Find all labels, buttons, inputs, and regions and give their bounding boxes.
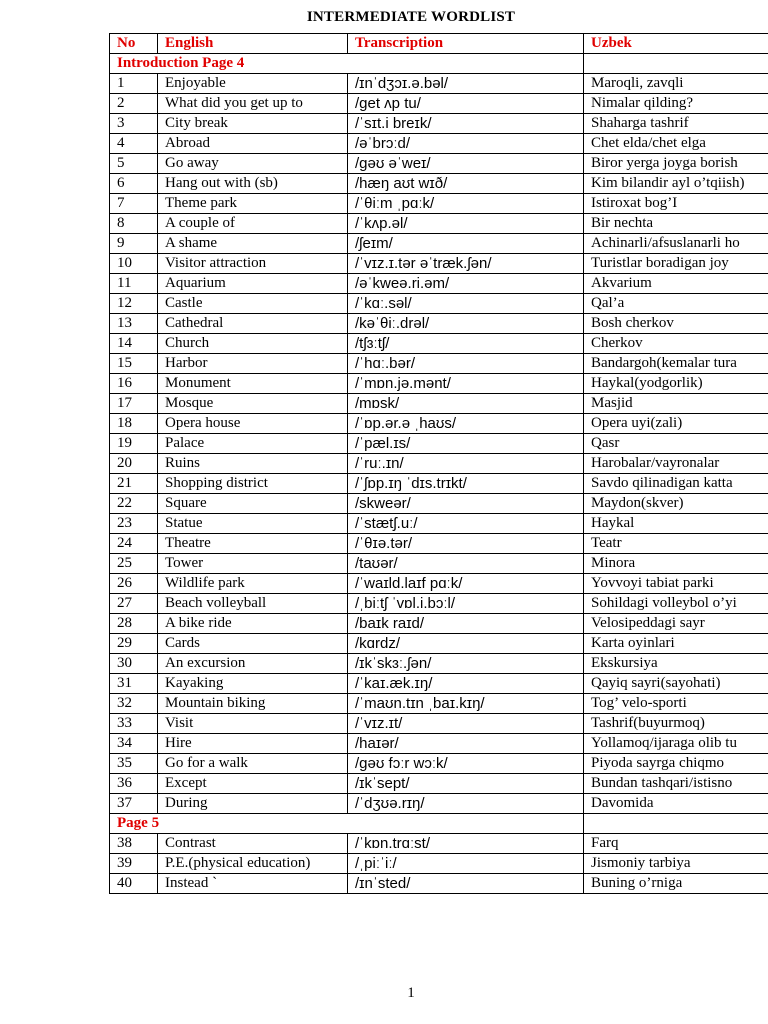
header-no: No [110, 34, 158, 54]
cell-english: Except [158, 774, 348, 794]
cell-transcription: /ˈvɪz.ɪ.tər əˈtræk.ʃən/ [348, 254, 584, 274]
cell-uzbek: Buning o’rniga [584, 874, 768, 894]
cell-transcription: /ˈɒp.ər.ə ˌhaʊs/ [348, 414, 584, 434]
cell-english: Cards [158, 634, 348, 654]
cell-transcription: /ˈdʒʊə.rɪŋ/ [348, 794, 584, 814]
section-label: Introduction Page 4 [110, 54, 584, 74]
table-row [110, 674, 768, 694]
cell-english: Mosque [158, 394, 348, 414]
cell-transcription: /ˌbiːtʃ ˈvɒl.i.bɔːl/ [348, 594, 584, 614]
cell-uzbek: Tog’ velo-sporti [584, 694, 768, 714]
cell-english: Theatre [158, 534, 348, 554]
cell-no: 4 [110, 134, 158, 154]
cell-english: Kayaking [158, 674, 348, 694]
page-number: 1 [407, 985, 415, 1001]
cell-english: Palace [158, 434, 348, 454]
cell-uzbek: Chet elda/chet elga [584, 134, 768, 154]
cell-english: Cathedral [158, 314, 348, 334]
cell-uzbek: Shaharga tashrif [584, 114, 768, 134]
cell-transcription: /ɪkˈskɜː.ʃən/ [348, 654, 584, 674]
cell-no: 33 [110, 714, 158, 734]
table-row [110, 134, 768, 154]
cell-transcription: /ˈkɑː.səl/ [348, 294, 584, 314]
cell-english: Enjoyable [158, 74, 348, 94]
cell-transcription: /ˈmaʊn.tɪn ˌbaɪ.kɪŋ/ [348, 694, 584, 714]
cell-english: Hang out with (sb) [158, 174, 348, 194]
cell-uzbek: Bundan tashqari/istisno [584, 774, 768, 794]
cell-transcription: /ˈsɪt.i breɪk/ [348, 114, 584, 134]
cell-uzbek: Savdo qilinadigan katta [584, 474, 768, 494]
table-row [110, 634, 768, 654]
cell-english: Mountain biking [158, 694, 348, 714]
cell-english: Theme park [158, 194, 348, 214]
cell-no: 10 [110, 254, 158, 274]
cell-transcription: /ˈpæl.ɪs/ [348, 434, 584, 454]
table-row [110, 174, 768, 194]
cell-english: Go for a walk [158, 754, 348, 774]
cell-no: 2 [110, 94, 158, 114]
section-row [110, 54, 768, 74]
cell-transcription: /kəˈθiː.drəl/ [348, 314, 584, 334]
cell-uzbek: Cherkov [584, 334, 768, 354]
cell-uzbek: Masjid [584, 394, 768, 414]
table-row [110, 154, 768, 174]
cell-english: Wildlife park [158, 574, 348, 594]
header-uzbek: Uzbek [584, 34, 768, 54]
cell-no: 9 [110, 234, 158, 254]
cell-no: 31 [110, 674, 158, 694]
cell-no: 28 [110, 614, 158, 634]
cell-english: Abroad [158, 134, 348, 154]
cell-transcription: /ˈstætʃ.uː/ [348, 514, 584, 534]
table-row [110, 854, 768, 874]
cell-english: During [158, 794, 348, 814]
section-empty-cell [584, 814, 768, 834]
cell-transcription: /ˈhɑː.bər/ [348, 354, 584, 374]
cell-uzbek: Kim bilandir ayl o’tqiish) [584, 174, 768, 194]
cell-transcription: /ˈvɪz.ɪt/ [348, 714, 584, 734]
cell-transcription: /ɪnˈdʒɔɪ.ə.bəl/ [348, 74, 584, 94]
cell-uzbek: Farq [584, 834, 768, 854]
cell-transcription: /baɪk raɪd/ [348, 614, 584, 634]
cell-english: Harbor [158, 354, 348, 374]
cell-english: Square [158, 494, 348, 514]
cell-no: 15 [110, 354, 158, 374]
cell-uzbek: Achinarli/afsuslanarli ho [584, 234, 768, 254]
table-row [110, 334, 768, 354]
cell-transcription: /ɡəʊ əˈweɪ/ [348, 154, 584, 174]
cell-transcription: /haɪər/ [348, 734, 584, 754]
cell-uzbek: Yollamoq/ijaraga olib tu [584, 734, 768, 754]
section-row [110, 814, 768, 834]
table-row [110, 514, 768, 534]
cell-uzbek: Istiroxat bog’I [584, 194, 768, 214]
cell-english: A bike ride [158, 614, 348, 634]
cell-uzbek: Haykal [584, 514, 768, 534]
cell-uzbek: Karta oyinlari [584, 634, 768, 654]
table-row [110, 794, 768, 814]
cell-no: 40 [110, 874, 158, 894]
cell-no: 25 [110, 554, 158, 574]
cell-english: A couple of [158, 214, 348, 234]
cell-english: Instead ` [158, 874, 348, 894]
wordlist-table [109, 33, 768, 894]
cell-no: 22 [110, 494, 158, 514]
cell-english: A shame [158, 234, 348, 254]
table-row [110, 254, 768, 274]
cell-no: 24 [110, 534, 158, 554]
header-english: English [158, 34, 348, 54]
cell-english: Shopping district [158, 474, 348, 494]
cell-transcription: /ˈʃɒp.ɪŋ ˈdɪs.trɪkt/ [348, 474, 584, 494]
cell-english: Opera house [158, 414, 348, 434]
cell-english: Aquarium [158, 274, 348, 294]
cell-transcription: /əˈbrɔːd/ [348, 134, 584, 154]
cell-no: 7 [110, 194, 158, 214]
cell-uzbek: Harobalar/vayronalar [584, 454, 768, 474]
table-row [110, 314, 768, 334]
cell-no: 14 [110, 334, 158, 354]
cell-no: 27 [110, 594, 158, 614]
table-row [110, 614, 768, 634]
cell-english: City break [158, 114, 348, 134]
table-row [110, 214, 768, 234]
cell-transcription: /əˈkweə.ri.əm/ [348, 274, 584, 294]
cell-uzbek: Qasr [584, 434, 768, 454]
table-row [110, 754, 768, 774]
cell-uzbek: Maroqli, zavqli [584, 74, 768, 94]
cell-transcription: /mɒsk/ [348, 394, 584, 414]
cell-transcription: /ˈθɪə.tər/ [348, 534, 584, 554]
cell-transcription: /kɑrdz/ [348, 634, 584, 654]
cell-no: 16 [110, 374, 158, 394]
section-label: Page 5 [110, 814, 584, 834]
cell-uzbek: Haykal(yodgorlik) [584, 374, 768, 394]
cell-no: 32 [110, 694, 158, 714]
cell-transcription: /ɡəʊ fɔːr wɔːk/ [348, 754, 584, 774]
cell-english: Contrast [158, 834, 348, 854]
cell-no: 20 [110, 454, 158, 474]
cell-transcription: /ɪkˈsept/ [348, 774, 584, 794]
cell-no: 11 [110, 274, 158, 294]
cell-no: 39 [110, 854, 158, 874]
cell-transcription: /ˈθiːm ˌpɑːk/ [348, 194, 584, 214]
cell-no: 1 [110, 74, 158, 94]
cell-no: 12 [110, 294, 158, 314]
cell-no: 26 [110, 574, 158, 594]
table-row [110, 494, 768, 514]
cell-no: 29 [110, 634, 158, 654]
cell-transcription: /skweər/ [348, 494, 584, 514]
cell-transcription: /ʃeɪm/ [348, 234, 584, 254]
cell-uzbek: Velosipeddagi sayr [584, 614, 768, 634]
cell-uzbek: Qayiq sayri(sayohati) [584, 674, 768, 694]
cell-english: Tower [158, 554, 348, 574]
cell-no: 5 [110, 154, 158, 174]
header-row [110, 34, 768, 54]
table-row [110, 234, 768, 254]
cell-uzbek: Davomida [584, 794, 768, 814]
cell-transcription: /ˈruː.ɪn/ [348, 454, 584, 474]
table-row [110, 114, 768, 134]
cell-no: 6 [110, 174, 158, 194]
table-row [110, 414, 768, 434]
cell-uzbek: Nimalar qilding? [584, 94, 768, 114]
cell-uzbek: Turistlar boradigan joy [584, 254, 768, 274]
cell-english: An excursion [158, 654, 348, 674]
table-row [110, 454, 768, 474]
cell-uzbek: Minora [584, 554, 768, 574]
cell-transcription: /ˈkʌp.əl/ [348, 214, 584, 234]
table-row [110, 374, 768, 394]
cell-uzbek: Bir nechta [584, 214, 768, 234]
cell-no: 37 [110, 794, 158, 814]
table-row [110, 94, 768, 114]
table-row [110, 554, 768, 574]
cell-transcription: /ɪnˈsted/ [348, 874, 584, 894]
table-row [110, 874, 768, 894]
table-row [110, 354, 768, 374]
table-row [110, 74, 768, 94]
cell-no: 21 [110, 474, 158, 494]
section-empty-cell [584, 54, 768, 74]
table-row [110, 434, 768, 454]
cell-uzbek: Tashrif(buyurmoq) [584, 714, 768, 734]
page-title: INTERMEDIATE WORDLIST [306, 9, 516, 25]
cell-transcription: /ˈkaɪ.æk.ɪŋ/ [348, 674, 584, 694]
cell-no: 18 [110, 414, 158, 434]
cell-uzbek: Bandargoh(kemalar tura [584, 354, 768, 374]
cell-transcription: /ˌpiːˈiː/ [348, 854, 584, 874]
cell-no: 3 [110, 114, 158, 134]
cell-english: Monument [158, 374, 348, 394]
cell-english: Hire [158, 734, 348, 754]
cell-uzbek: Sohildagi volleybol o’yi [584, 594, 768, 614]
cell-english: Castle [158, 294, 348, 314]
table-row [110, 274, 768, 294]
cell-transcription: /hæŋ aʊt wɪð/ [348, 174, 584, 194]
cell-transcription: /ˈwaɪld.laɪf pɑːk/ [348, 574, 584, 594]
table-row [110, 194, 768, 214]
cell-transcription: /ˈkɒn.trɑːst/ [348, 834, 584, 854]
cell-no: 19 [110, 434, 158, 454]
table-row [110, 734, 768, 754]
table-row [110, 574, 768, 594]
cell-no: 38 [110, 834, 158, 854]
cell-transcription: /taʊər/ [348, 554, 584, 574]
cell-english: What did you get up to [158, 94, 348, 114]
table-row [110, 534, 768, 554]
cell-english: Visitor attraction [158, 254, 348, 274]
table-row [110, 594, 768, 614]
table-row [110, 394, 768, 414]
cell-uzbek: Bosh cherkov [584, 314, 768, 334]
cell-no: 17 [110, 394, 158, 414]
cell-no: 30 [110, 654, 158, 674]
cell-uzbek: Akvarium [584, 274, 768, 294]
header-transcription: Transcription [348, 34, 584, 54]
cell-no: 13 [110, 314, 158, 334]
cell-uzbek: Teatr [584, 534, 768, 554]
cell-no: 23 [110, 514, 158, 534]
cell-english: P.E.(physical education) [158, 854, 348, 874]
cell-uzbek: Maydon(skver) [584, 494, 768, 514]
cell-english: Visit [158, 714, 348, 734]
cell-uzbek: Piyoda sayrga chiqmo [584, 754, 768, 774]
cell-no: 8 [110, 214, 158, 234]
table-row [110, 294, 768, 314]
cell-transcription: /ˈmɒn.jə.mənt/ [348, 374, 584, 394]
cell-english: Go away [158, 154, 348, 174]
cell-transcription: /get ʌp tu/ [348, 94, 584, 114]
cell-uzbek: Biror yerga joyga borish [584, 154, 768, 174]
cell-english: Church [158, 334, 348, 354]
wordlist-table-container [109, 33, 768, 894]
cell-no: 36 [110, 774, 158, 794]
table-row [110, 714, 768, 734]
cell-uzbek: Qal’a [584, 294, 768, 314]
cell-english: Beach volleyball [158, 594, 348, 614]
cell-uzbek: Opera uyi(zali) [584, 414, 768, 434]
cell-uzbek: Yovvoyi tabiat parki [584, 574, 768, 594]
cell-no: 35 [110, 754, 158, 774]
cell-english: Statue [158, 514, 348, 534]
cell-uzbek: Jismoniy tarbiya [584, 854, 768, 874]
cell-transcription: /tʃɜːtʃ/ [348, 334, 584, 354]
table-row [110, 774, 768, 794]
cell-uzbek: Ekskursiya [584, 654, 768, 674]
cell-english: Ruins [158, 454, 348, 474]
table-row [110, 654, 768, 674]
cell-no: 34 [110, 734, 158, 754]
table-row [110, 834, 768, 854]
table-row [110, 694, 768, 714]
table-row [110, 474, 768, 494]
